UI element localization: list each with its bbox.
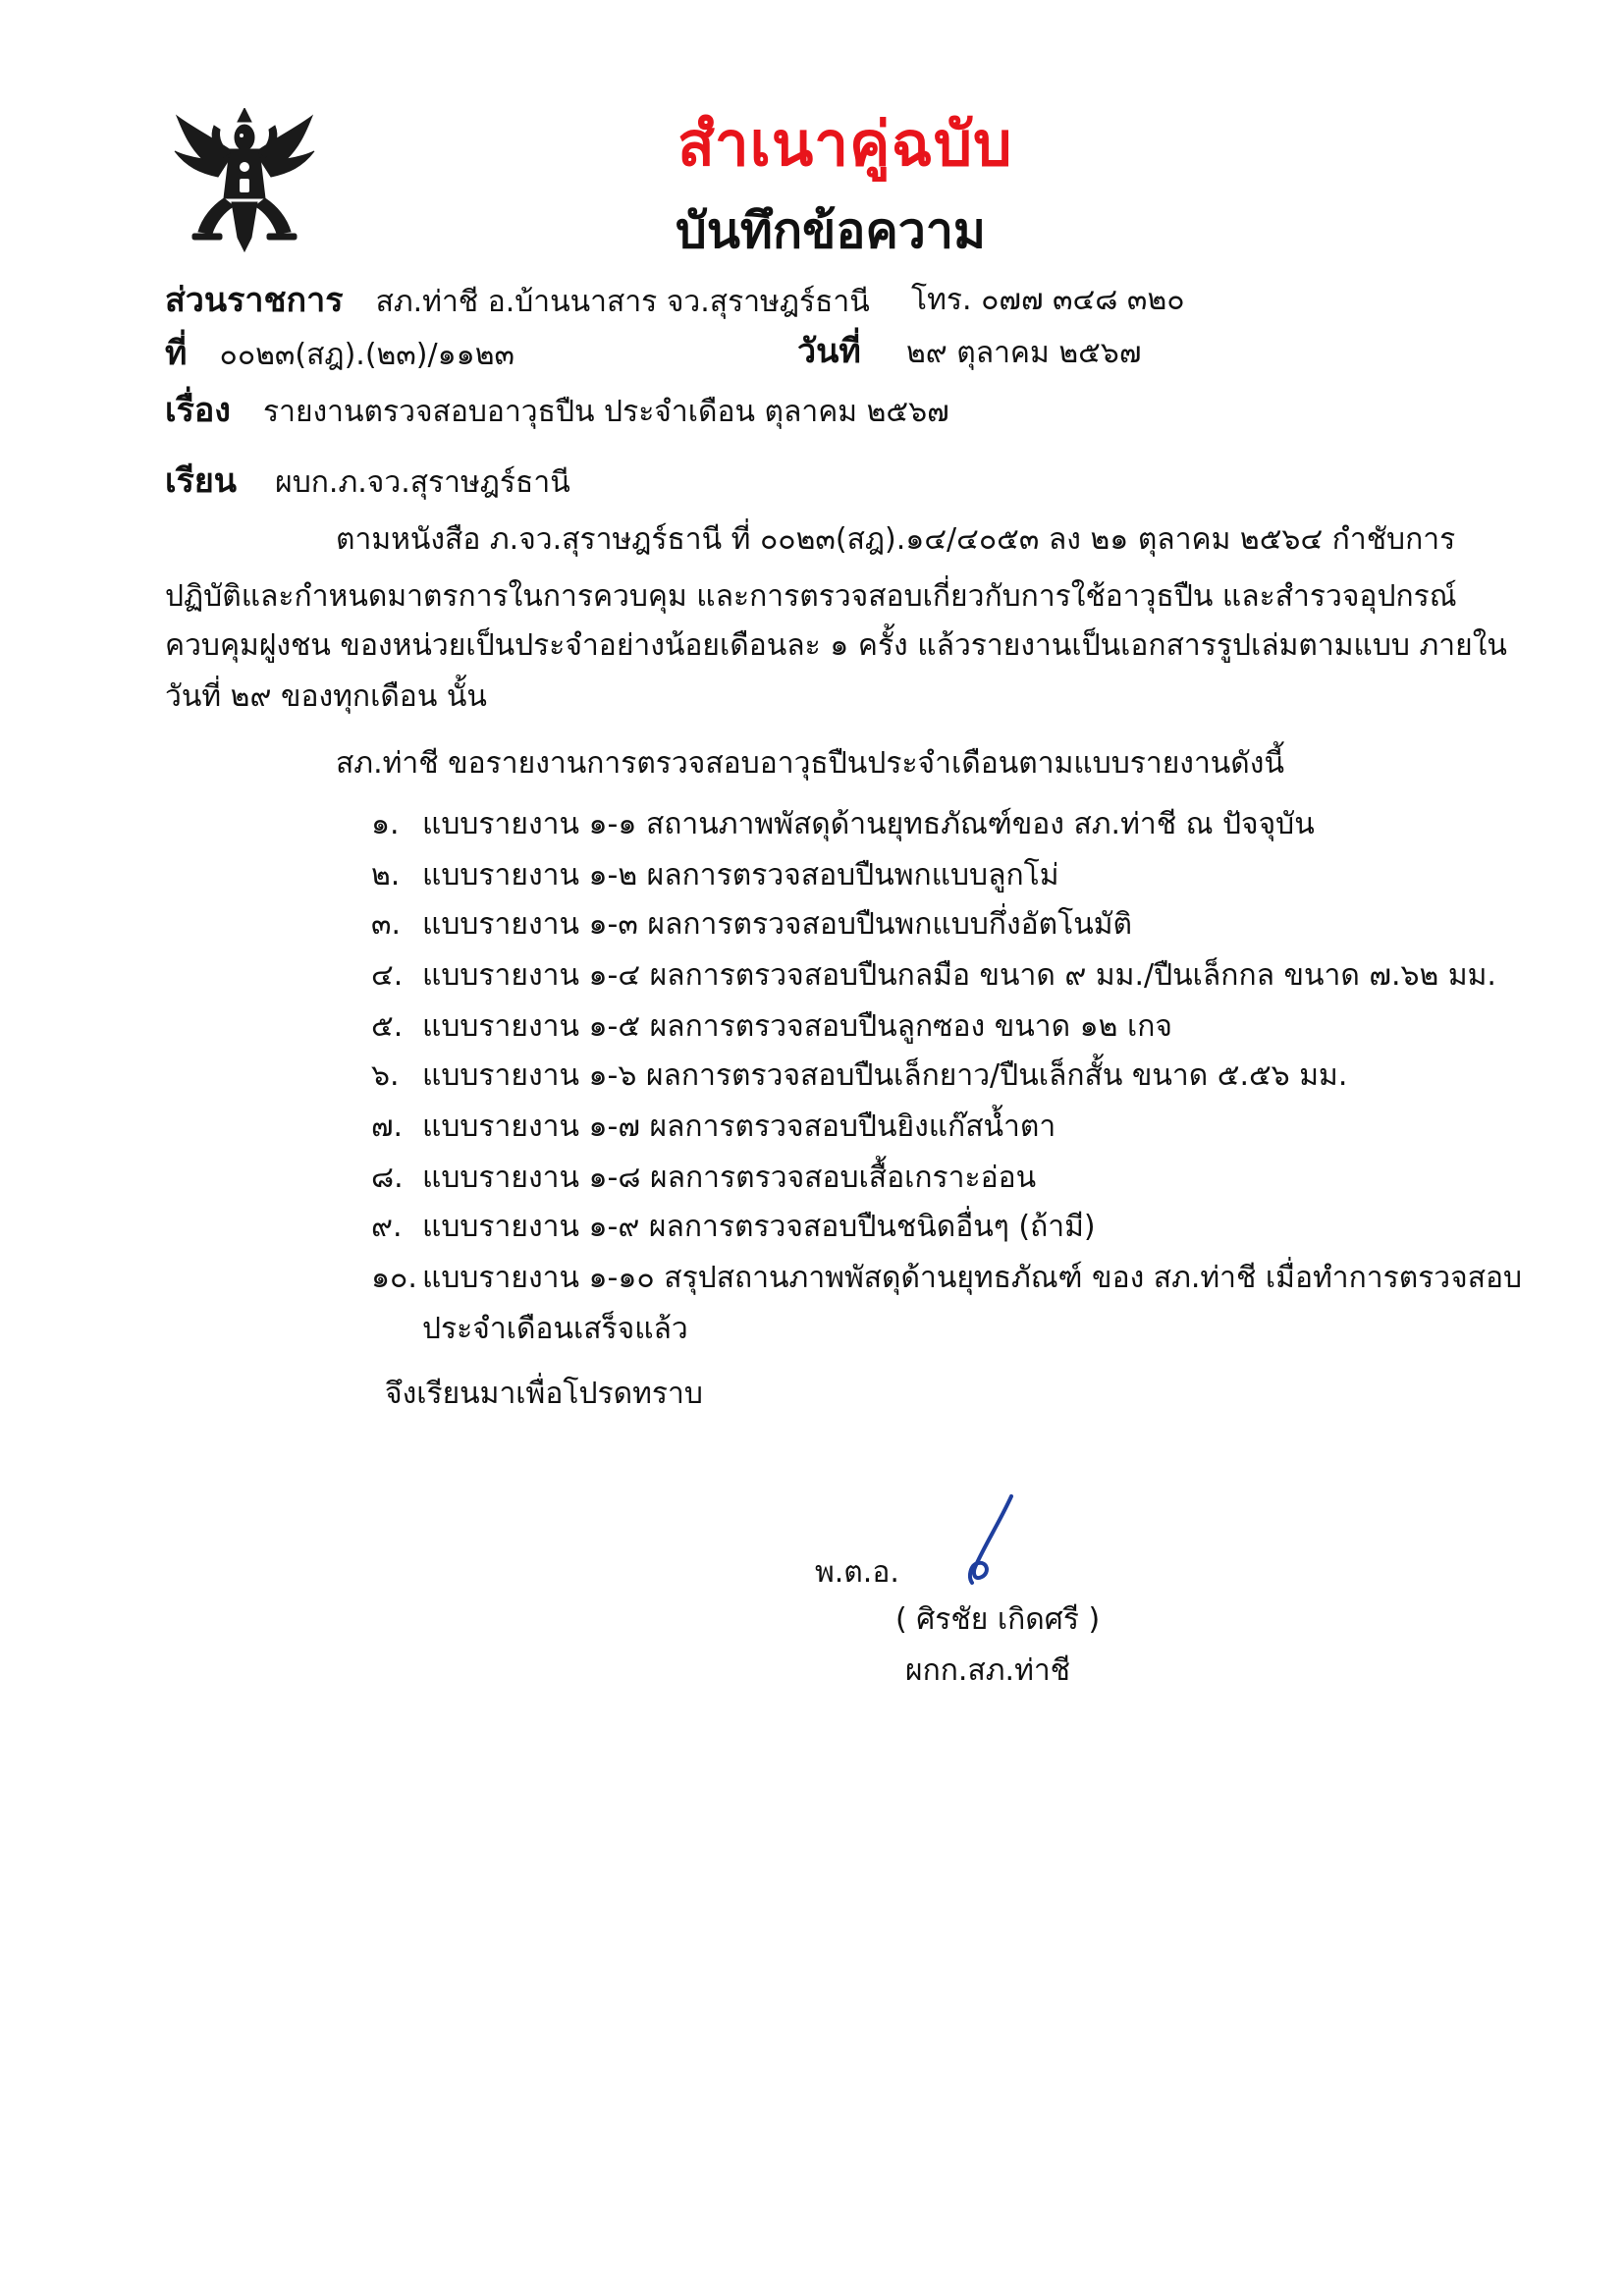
list-item [371,952,1496,999]
ref-value: ๐๐๒๓(สฎ).(๒๓)/๑๑๒๓ [219,338,514,372]
list-item-text: แบบรายงาน ๑-๑ สถานภาพพัสดุด้านยุทธภัณฑ์ของ สภ.ท่าชี ณ ปัจจุบัน [422,807,1315,841]
list-item [371,801,1315,847]
list-item-number: ๖. [371,1058,400,1093]
list-item-text: แบบรายงาน ๑-๙ ผลการตรวจสอบปืนชนิดอื่นๆ (ถ้ามี) [422,1210,1096,1244]
list-item-text: แบบรายงาน ๑-๓ ผลการตรวจสอบปืนพกแบบกึ่งอัตโนมัติ [422,907,1132,942]
list-item-text: แบบรายงาน ๑-๖ ผลการตรวจสอบปืนเล็กยาว/ปืนเล็กสั้น ขนาด ๕.๕๖ มม. [422,1058,1348,1093]
body-para1-line1: ตามหนังสือ ภ.จว.สุราษฎร์ธานี ที่ ๐๐๒๓(สฎ).๑๔/๔๐๕๓ ลง ๒๑ ตุลาคม ๒๕๖๔ กำชับการ [336,522,1456,557]
list-item-number: ๙. [371,1210,403,1244]
list-item-number: ๓. [371,907,402,942]
list-item-number: ๗. [371,1109,404,1144]
list-item-number: ๑. [371,807,400,841]
list-item-text: แบบรายงาน ๑-๒ ผลการตรวจสอบปืนพกแบบลูกโม่ [422,858,1059,893]
agency-value: สภ.ท่าชี อ.บ้านนาสาร จว.สุราษฎร์ธานี [375,285,870,319]
subject-row [165,383,949,436]
body-para1-line2: ปฏิบัติและกำหนดมาตรการในการควบคุม และการตรวจสอบเกี่ยวกับการใช้อาวุธปืน และสำรวจอุปกรณ์ [165,579,1457,614]
list-item-text: แบบรายงาน ๑-๔ ผลการตรวจสอบปืนกลมือ ขนาด ๙ มม./ปืนเล็กกล ขนาด ๗.๖๒ มม. [422,958,1496,993]
body-para1-line3: ควบคุมฝูงชน ของหน่วยเป็นประจำอย่างน้อยเดือนละ ๑ ครั้ง แล้วรายงานเป็นเอกสารรูปเล่มตามแบบ ภายใน [165,628,1507,663]
garuda-emblem-icon [173,108,316,253]
list-item [371,1053,1347,1099]
copy-stamp: สำเนาคู่ฉบับ [677,108,1013,180]
date-value: ๒๙ ตุลาคม ๒๕๖๗ [905,336,1142,370]
subject-label: เรื่อง [165,391,231,430]
closing-text: จึงเรียนมาเพื่อโปรดทราบ [385,1377,703,1411]
list-item [371,1255,1522,1301]
list-item [371,1155,1036,1201]
handwritten-signature-icon [950,1492,1029,1591]
to-value: ผบก.ภ.จว.สุราษฎร์ธานี [275,465,570,500]
list-item-text: แบบรายงาน ๑-๘ ผลการตรวจสอบเสื้อเกราะอ่อน [422,1161,1037,1195]
agency-label: ส่วนราชการ [165,281,344,320]
subject-value: รายงานตรวจสอบอาวุธปืน ประจำเดือน ตุลาคม ๒๕๖๗ [263,395,949,429]
list-item-number: ๘. [371,1161,404,1195]
reference-row [165,326,514,379]
ref-label: ที่ [165,334,188,373]
signer-rank: พ.ต.อ. [815,1555,899,1590]
list-item-text: แบบรายงาน ๑-๑๐ สรุปสถานภาพพัสดุด้านยุทธภัณฑ์ ของ สภ.ท่าชี เมื่อทำการตรวจสอบ [422,1261,1523,1295]
list-item [371,1003,1172,1050]
date-label: วันที่ [797,332,861,371]
memo-title: บันทึกข้อความ [676,202,986,259]
list-item [371,1204,1096,1250]
phone-number: โทร. ๐๗๗ ๓๔๘ ๓๒๐ [911,283,1185,317]
list-item-text: แบบรายงาน ๑-๗ ผลการตรวจสอบปืนยิงแก๊สน้ำตา [422,1109,1056,1144]
list-item-text: แบบรายงาน ๑-๕ ผลการตรวจสอบปืนลูกซอง ขนาด ๑๒ เกจ [422,1009,1172,1044]
list-item-number: ๒. [371,858,401,893]
list-item [371,1104,1056,1150]
list-item-number: ๑๐. [371,1261,417,1295]
to-label: เรียน [165,461,238,501]
signer-name: ( ศิรชัย เกิดศรี ) [895,1602,1101,1637]
list-item-continuation: ประจำเดือนเสร็จแล้ว [422,1312,688,1346]
date-row [797,324,1141,377]
list-item [371,901,1132,947]
list-item-number: ๔. [371,958,404,993]
body-para2: สภ.ท่าชี ขอรายงานการตรวจสอบอาวุธปืนประจำเดือนตามแบบรายงานดังนี้ [336,746,1284,781]
list-item-number: ๕. [371,1009,404,1044]
list-item [371,852,1059,898]
signer-position: ผกก.สภ.ท่าชี [905,1653,1071,1688]
agency-row [165,273,870,326]
to-row [165,454,570,507]
body-para1-line4: วันที่ ๒๙ ของทุกเดือน นั้น [165,679,487,714]
